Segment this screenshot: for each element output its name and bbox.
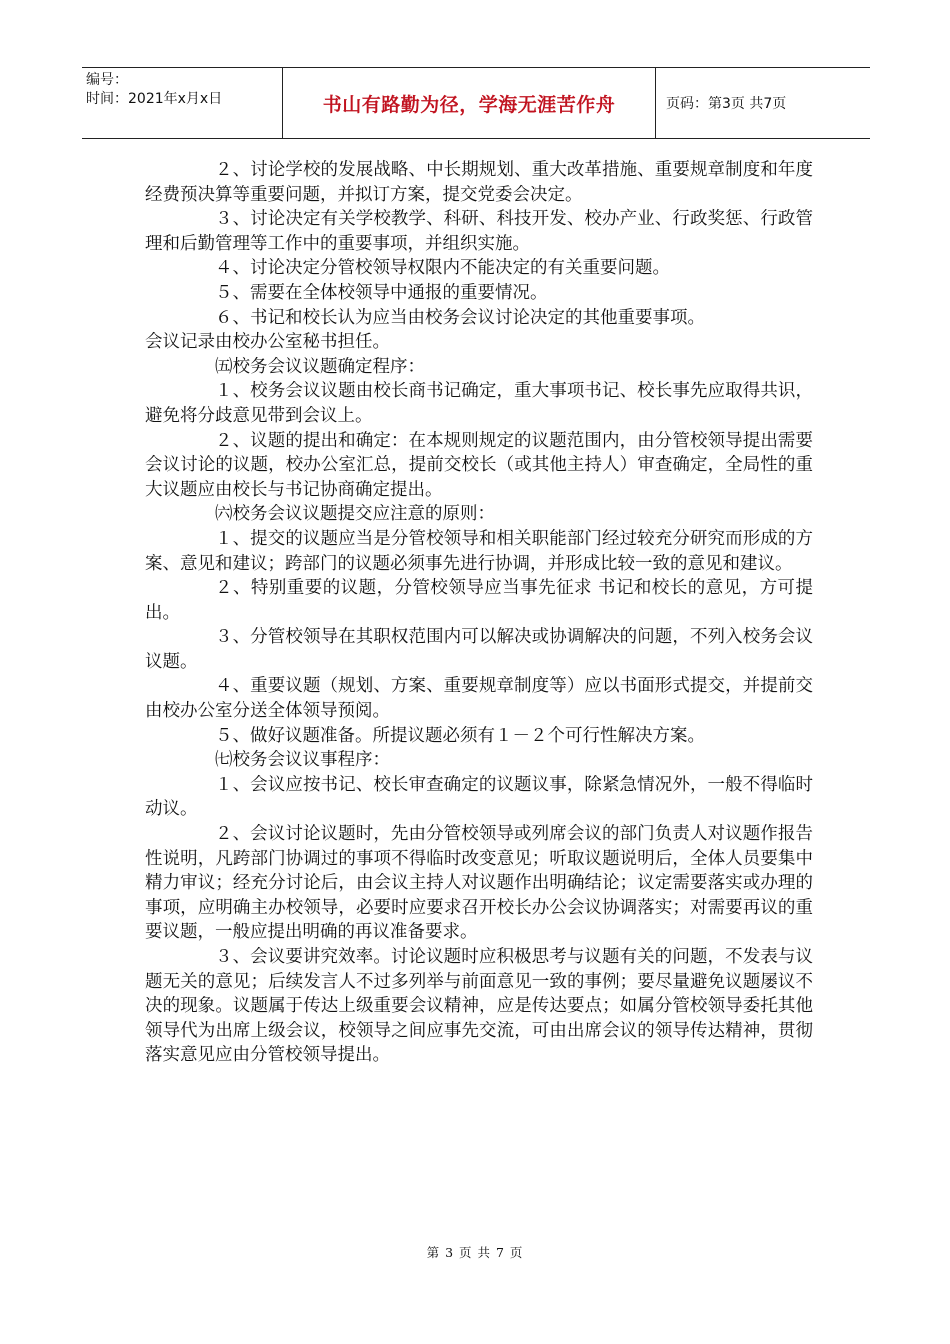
paragraph: ２、讨论学校的发展战略、中长期规划、重大改革措施、重要规章制度和年度经费预决算等重要问题，并拟订方案，提交党委会决定。	[145, 160, 813, 205]
page-header	[82, 67, 870, 139]
paragraph: １、校务会议议题由校长商书记确定，重大事项书记、校长事先应取得共识，避免将分歧意见带到会议上。	[145, 381, 813, 426]
paragraph: １、提交的议题应当是分管校领导和相关职能部门经过较充分研究而形成的方案、意见和建议；跨部门的议题必须事先进行协调，并形成比较一致的意见和建议。	[145, 528, 813, 574]
paragraph: ㈤校务会议议题确定程序：	[215, 356, 425, 377]
paragraph: ３、分管校领导在其职权范围内可以解决或协调解决的问题，不列入校务会议议题。	[145, 627, 813, 672]
paragraph: ２、会议讨论议题时，先由分管校领导或列席会议的部门负责人对议题作报告性说明，凡跨部门协调过的事项不得临时改变意见；听取议题说明后，全体人员要集中精力审议；经充分讨论后，由会议主持人对议题作出明确结论；议定需要落实或办理的事项，应明确主办校领导，必要时应要求召开校长办公会议协调落实；对需要再议的重要议题，一般应提出明确的再议准备要求。	[145, 824, 813, 943]
paragraph: ４、讨论决定分管校领导权限内不能决定的有关重要问题。	[215, 258, 670, 279]
paragraph: 会议记录由校办公室秘书担任。	[145, 332, 390, 353]
paragraph: ３、讨论决定有关学校教学、科研、科技开发、校办产业、行政奖惩、行政管理和后勤管理等工作中的重要事项，并组织实施。	[145, 209, 813, 254]
paragraph: ㈦校务会议议事程序：	[215, 750, 390, 771]
document-number-label: 编号：	[86, 72, 128, 88]
header-motto: 书山有路勤为径，学海无涯苦作舟	[322, 93, 616, 116]
paragraph: ２、议题的提出和确定：在本规则规定的议题范围内，由分管校领导提出需要会议讨论的议题，校办公室汇总，提前交校长（或其他主持人）审查确定，全局性的重大议题应由校长与书记协商确定提出。	[145, 430, 813, 500]
paragraph: ２、特别重要的议题，分管校领导应当事先征求 书记和校长的意见，方可提出。	[145, 578, 813, 623]
paragraph: ６、书记和校长认为应当由校务会议讨论决定的其他重要事项。	[215, 307, 705, 328]
header-divider	[282, 68, 283, 138]
header-divider	[655, 68, 656, 138]
page-footer: 第 3 页 共 7 页	[426, 1245, 524, 1260]
paragraph: １、会议应按书记、校长审查确定的议题议事，除紧急情况外，一般不得临时动议。	[145, 774, 813, 820]
paragraph: ４、重要议题（规划、方案、重要规章制度等）应以书面形式提交，并提前交由校办公室分送全体领导预阅。	[145, 676, 813, 722]
paragraph: ３、会议要讲究效率。讨论议题时应积极思考与议题有关的问题，不发表与议题无关的意见；后续发言人不过多列举与前面意见一致的事例；要尽量避免议题屡议不决的现象。议题属于传达上级重要会议精神，应是传达要点；如属分管校领导委托其他领导代为出席上级会议，校领导之间应事先交流，可由出席会议的领导传达精神，贯彻落实意见应由分管校领导提出。	[145, 947, 813, 1066]
document-date: 时间：2021年x月x日	[86, 91, 223, 107]
header-meta	[86, 71, 280, 109]
paragraph: ㈥校务会议议题提交应注意的原则：	[215, 504, 495, 525]
paragraph: ５、做好议题准备。所提议题必须有１－２个可行性解决方案。	[215, 725, 705, 746]
paragraph: ５、需要在全体校领导中通报的重要情况。	[215, 282, 548, 303]
header-page-info: 页码：第3页 共7页	[666, 96, 787, 112]
document-body	[145, 158, 813, 1068]
